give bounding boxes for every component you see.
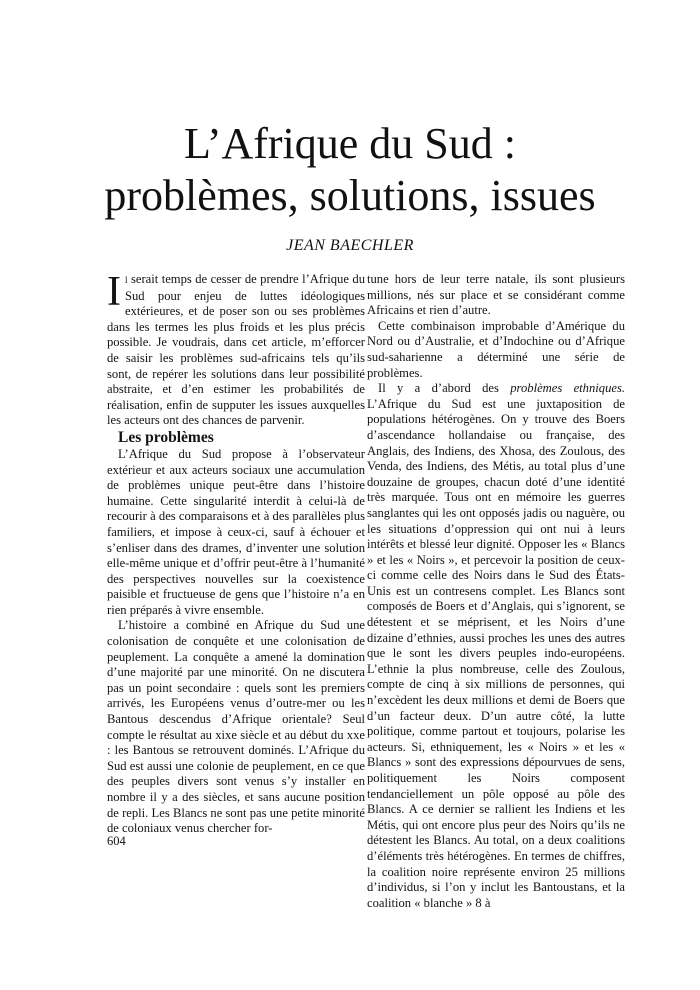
intro-paragraph — [107, 269, 365, 429]
intro-text: serait temps de cesser de prendre l’Afrique du Sud pour enjeu de luttes idéologiques extérieures, et de poser son ou ses problèmes dans les termes les plus froids et les plus précis possible. Je voudrais, dans cet article, m’efforcer de saisir les problèmes sud-africains tels qu’ils sont, de repérer les solutions dans leur possibilité abstraite, et d’en estimer les probabilités de réalisation, enfin de supputer les issues auxquelles les acteurs ont des chances de parvenir. — [107, 272, 365, 428]
article-title — [0, 118, 700, 222]
body-paragraph-3: Cette combinaison improbable d’Amérique du Nord ou d’Australie, et d’Indochine ou d’Afrique sud-saharienne a déterminé une série de problèmes. — [367, 318, 625, 380]
author-name: JEAN BAECHLER — [286, 237, 414, 254]
right-column — [367, 272, 625, 911]
drop-cap: I — [107, 269, 121, 315]
continuation-paragraph: tune hors de leur terre natale, ils sont plusieurs millions, nés sur place et se considérant comme Africains et rien d’autre. — [367, 272, 625, 318]
page-number: 604 — [107, 834, 126, 848]
para4-italic: problèmes ethniques. — [510, 381, 626, 396]
title-line-1: L’Afrique du Sud : — [183, 119, 517, 168]
body-paragraph-2: L’histoire a combiné en Afrique du Sud une colonisation de conquête et une colonisation de peuplement. La conquête a amené la domination d’une majorité par une minorité. On ne discutera pas un point secondaire : quels sont les premiers arrivés, les Européens venus d’outre-mer ou les Bantous descendus d’Afrique orientale? Seul compte le résultat au xixe siècle et au début du xxe : les Bantous se retrouvent dominés. L’Afrique du Sud est aussi une colonie de peuplement, en ce que des peuples divers sont venus s’y installer en nombre il y a des siècles, et sans aucune position de repli. Les Blancs ne sont pas une petite minorité de coloniaux venus chercher for- — [107, 618, 365, 836]
left-column — [107, 269, 365, 837]
intro-smallcaps: l — [125, 275, 128, 285]
section-heading: Les problèmes — [118, 428, 214, 446]
para4-rest: L’Afrique du Sud est une juxtaposition de populations hétérogènes. On y trouve des Boers d’ascendance hollandaise ou française, des Anglais, des Indiens, des Xhosa, des Zoulous, des Venda, des Indiens, des Métis, au total plus d’une douzaine de groupes, chacun doté d’une identité très marquée. Tous ont en mémoire les guerres sanglantes qui les ont opposés jadis ou naguère, ou les situations d’oppression qui ont nui à leurs intérêts et blessé leur dignité. Opposer les « Blancs » et les « Noirs », et percevoir la position de ceux-ci comme celle des Noirs dans le Sud des États-Unis est un contresens complet. Les Blancs sont composés de Boers et d’Anglais, qui s’ignorent, se détestent et se méprisent, et les Noirs d’une dizaine d’ethnies, aussi proches les unes des autres que le sont les divers peuples indo-européens. L’ethnie la plus nombreuse, celle des Zoulous, compte de cinq à six millions de personnes, qui n’excèdent les deux millions et demi de Boers que d’un facteur deux. D’un autre côté, la lutte politique, comme partout et toujours, polarise les acteurs. Si, ethniquement, les « Noirs » et les « Blancs » sont des expressions dépourvues de sens, politiquement les Noirs composent tendanciellement un pôle opposé au pôle des Blancs. A ce dernier se rallient les Indiens et les Métis, qui ont encore plus peur des Noirs qu’ils ne détestent les Blancs. Au total, on a deux coalitions d’éléments très hétérogènes. En termes de chiffres, la coalition noire représente environ 25 millions d’individus, si l’on y inclut les Bantoustans, et la coalition « blanche » 8 à — [367, 396, 625, 910]
title-line-2: problèmes, solutions, issues — [104, 171, 596, 220]
para4-prefix: Il y a d’abord des — [378, 381, 511, 396]
body-paragraph-4 — [367, 381, 625, 911]
body-paragraph-1: L’Afrique du Sud propose à l’observateur extérieur et aux acteurs sociaux une accumulation de problèmes unique peut-être dans l’histoire humaine. Cette singularité interdit à celui-là de recourir à des comparaisons et à des parallèles plus familiers, et impose à ceux-ci, sauf à échouer et s’enliser dans des drames, d’inventer une solution elle-même unique et d’offrir peut-être à l’humanité des perspectives nouvelles sur la coexistence paisible et fructueuse de gens que l’histoire n’a en rien préparés à vivre ensemble. — [107, 446, 365, 617]
